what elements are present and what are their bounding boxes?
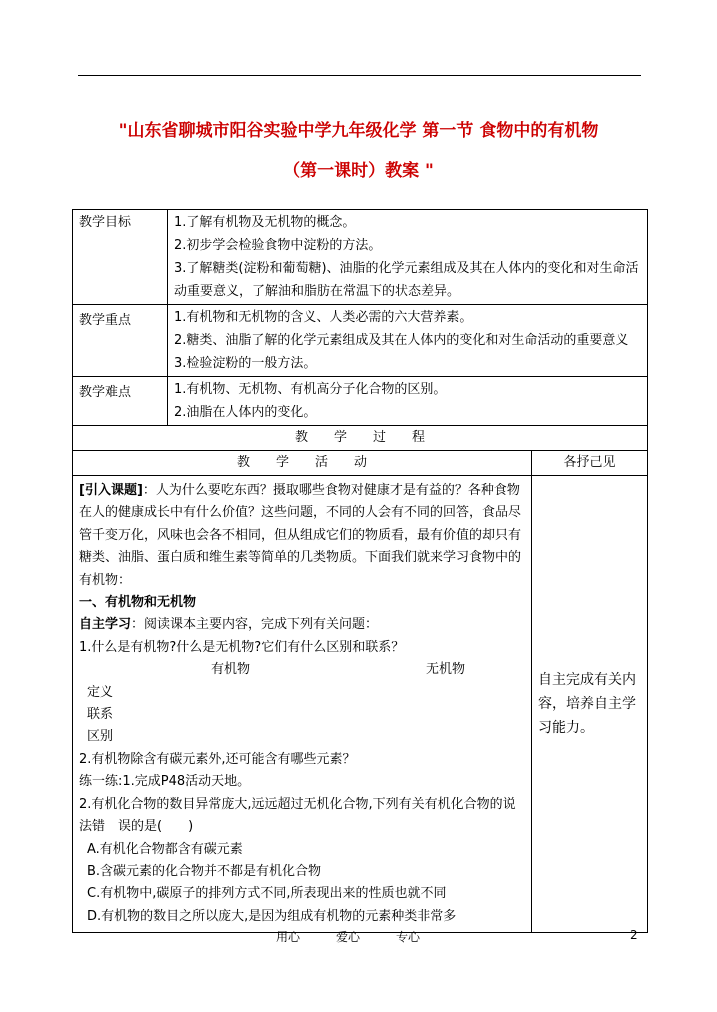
header-rule bbox=[78, 75, 641, 76]
key-point-item: 3.检验淀粉的一般方法。 bbox=[174, 356, 317, 371]
intro-label: [引入课题] bbox=[79, 483, 143, 498]
option-c: C.有机物中,碳原子的排列方式不同,所表现出来的性质也就不同 bbox=[87, 886, 447, 902]
process-header: 教 学 过 程 bbox=[73, 426, 648, 451]
page-number: 2 bbox=[630, 928, 638, 942]
row-definition: 定义 bbox=[87, 684, 114, 700]
option-b: B.含碳元素的化合物并不都是有机化合物 bbox=[87, 863, 322, 879]
goals-row bbox=[73, 210, 648, 305]
activity-header: 教 学 活 动 bbox=[73, 451, 532, 476]
activity-content bbox=[73, 476, 532, 933]
intro-text: ：人为什么要吃东西？摄取哪些食物对健康才是有益的？各种食物在人的健康成长中有什么价值？这些问题，不同的人会有不同的回答，食品尽管千变万化，风味也会各不相同，但从组成它们的物质看，最有价值的却只有糖类、油脂、蛋白质和维生素等简单的几类物质。下面我们就来学习食物中的有机物： bbox=[79, 483, 522, 588]
self-study-label: 自主学习 bbox=[79, 617, 132, 633]
goal-item: 3.了解糖类(淀粉和葡萄糖)、油脂的化学元素组成及其在人体内的变化和对生命活动重要意义，了解油和脂肪在常温下的状态差异。 bbox=[174, 261, 639, 299]
row-link: 联系 bbox=[87, 707, 114, 723]
option-a: A.有机化合物都含有碳元素 bbox=[87, 841, 243, 857]
question-1: 1.什么是有机物?什么是无机物?它们有什么区别和联系？ bbox=[79, 639, 405, 655]
question-2: 2.有机物除含有碳元素外,还可能含有哪些元素？ bbox=[79, 751, 356, 767]
question-3: 2.有机化合物的数目异常庞大,远远超过无机化合物,下列有关有机化合物的说法错 误的是( ) bbox=[79, 796, 516, 835]
goals-content bbox=[168, 210, 648, 305]
footer-item: 用心 bbox=[276, 930, 301, 944]
key-points-label: 教学重点 bbox=[73, 305, 168, 377]
intro-paragraph bbox=[79, 480, 525, 592]
difficulties-label: 教学难点 bbox=[73, 377, 168, 426]
difficulty-item: 1.有机物、无机物、有机高分子化合物的区别。 bbox=[174, 382, 447, 397]
inorganic-col-label: 无机物 bbox=[425, 662, 465, 678]
side-note: 自主完成有关内容，培养自主学习能力。 bbox=[532, 476, 648, 933]
key-point-item: 2.糖类、油脂了解的化学元素组成及其在人体内的变化和对生命活动的重要意义 bbox=[174, 333, 629, 348]
lesson-plan-table bbox=[72, 209, 648, 933]
footer-motto bbox=[276, 928, 420, 945]
section-heading: 一、有机物和无机物 bbox=[79, 595, 197, 611]
activity-row bbox=[73, 476, 648, 933]
row-difference: 区别 bbox=[87, 729, 114, 745]
goals-label: 教学目标 bbox=[73, 210, 168, 305]
activity-header-row bbox=[73, 451, 648, 476]
key-point-item: 1.有机物和无机物的含义、人类必需的六大营养素。 bbox=[174, 310, 473, 325]
difficulty-item: 2.油脂在人体内的变化。 bbox=[174, 405, 317, 420]
footer-item: 专心 bbox=[396, 930, 421, 944]
key-points-content bbox=[168, 305, 648, 377]
notes-header: 各抒己见 bbox=[532, 451, 648, 476]
key-points-row bbox=[73, 305, 648, 377]
self-study-text: ：阅读课本主要内容，完成下列有关问题： bbox=[131, 617, 379, 633]
option-d: D.有机物的数目之所以庞大,是因为组成有机物的元素种类非常多 bbox=[87, 908, 457, 924]
goal-item: 1.了解有机物及无机物的概念。 bbox=[174, 215, 356, 230]
organic-col-label: 有机物 bbox=[211, 662, 251, 678]
compare-header bbox=[79, 659, 525, 681]
goal-item: 2.初步学会检验食物中淀粉的方法。 bbox=[174, 238, 382, 253]
self-study bbox=[79, 614, 525, 636]
process-header-row bbox=[73, 426, 648, 451]
difficulties-row bbox=[73, 377, 648, 426]
difficulties-content bbox=[168, 377, 648, 426]
doc-title-line2: （第一课时）教案 " bbox=[283, 161, 434, 181]
practice: 练一练:1.完成P48活动天地。 bbox=[79, 774, 251, 790]
footer-item: 爱心 bbox=[336, 930, 361, 944]
doc-title-line1: "山东省聊城市阳谷实验中学九年级化学 第一节 食物中的有机物 bbox=[118, 121, 599, 141]
